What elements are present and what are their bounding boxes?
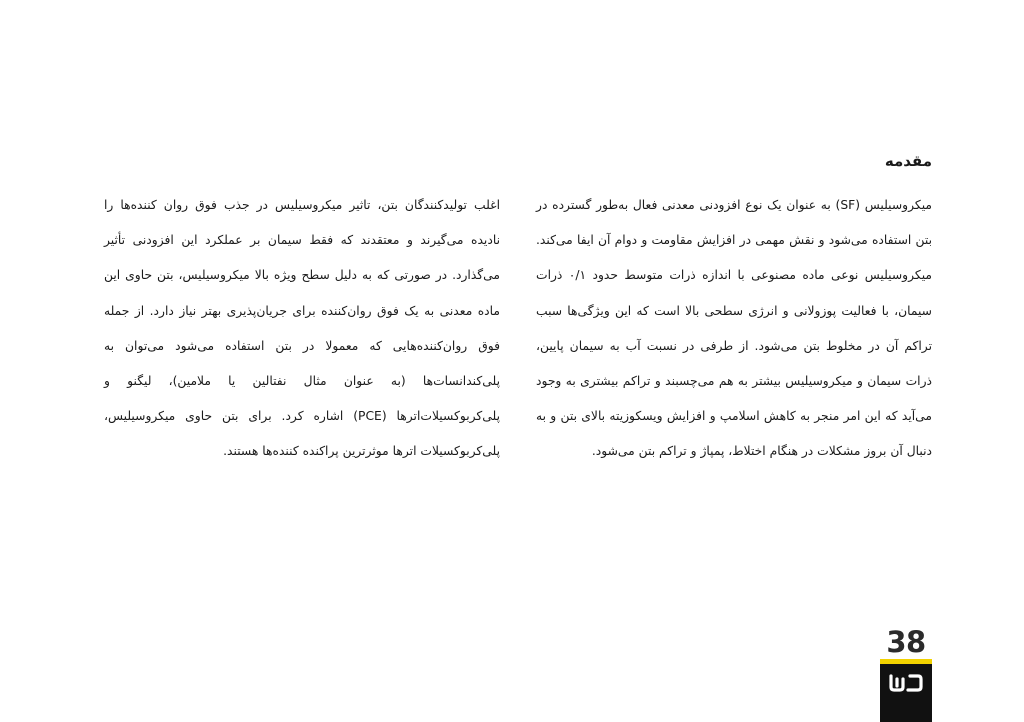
logo-accent-bar (880, 659, 932, 664)
body-column-right: میکروسیلیس (SF) به عنوان یک نوع افزودنی معدنی فعال به‌طور گسترده در بتن استفاده می‌شود و نقش مهمی در افزایش مقاومت و دوام آن ایفا می‌کند. میکروسیلیس نوعی ماده مصنوعی با اندازه ذرات متوسط حدود ۰/۱ ذرات سیمان، با فعالیت پوزولانی و انرژی سطحی بالا است که این ویژگی‌ها سبب تراکم آن در مخلوط بتن می‌شود. از طرفی در نسبت آب به سیمان پایین، ذرات سیمان و میکروسیلیس بیشتر به هم می‌چسبند و تراکم بیشتری به وجود می‌آید که این امر منجر به کاهش اسلامپ و افزایش ویسکوزیته بالای بتن و به دنبال آن بروز مشکلات در هنگام اختلاط، پمپاژ و تراکم بتن می‌شود. (536, 198, 932, 459)
page-number: 38 (886, 625, 926, 659)
section-heading: مقدمه (884, 152, 932, 170)
publisher-logo (880, 659, 932, 722)
bs-logo-icon (888, 673, 924, 693)
body-column-left: اغلب تولیدکنندگان بتن، تاثیر میکروسیلیس در جذب فوق روان کننده‌ها را نادیده می‌گیرند و معتقدند که فقط سیمان بر عملکرد این افزودنی تأثیر می‌گذارد. در صورتی که به دلیل سطح ویژه بالا میکروسیلیس، بتن حاوی این ماده معدنی به یک فوق روان‌کننده برای جریان‌پذیری بهتر نیاز دارد. از جمله فوق روان‌کننده‌هایی که معمولا در بتن استفاده می‌شود می‌توان به پلی‌کندانسات‌ها (به عنوان مثال نفتالین یا ملامین)، لیگنو و پلی‌کربوکسیلات‌اترها (PCE) اشاره کرد. برای بتن حاوی میکروسیلیس، پلی‌کربوکسیلات اترها موثرترین پراکنده کننده‌ها هستند. (104, 198, 500, 459)
